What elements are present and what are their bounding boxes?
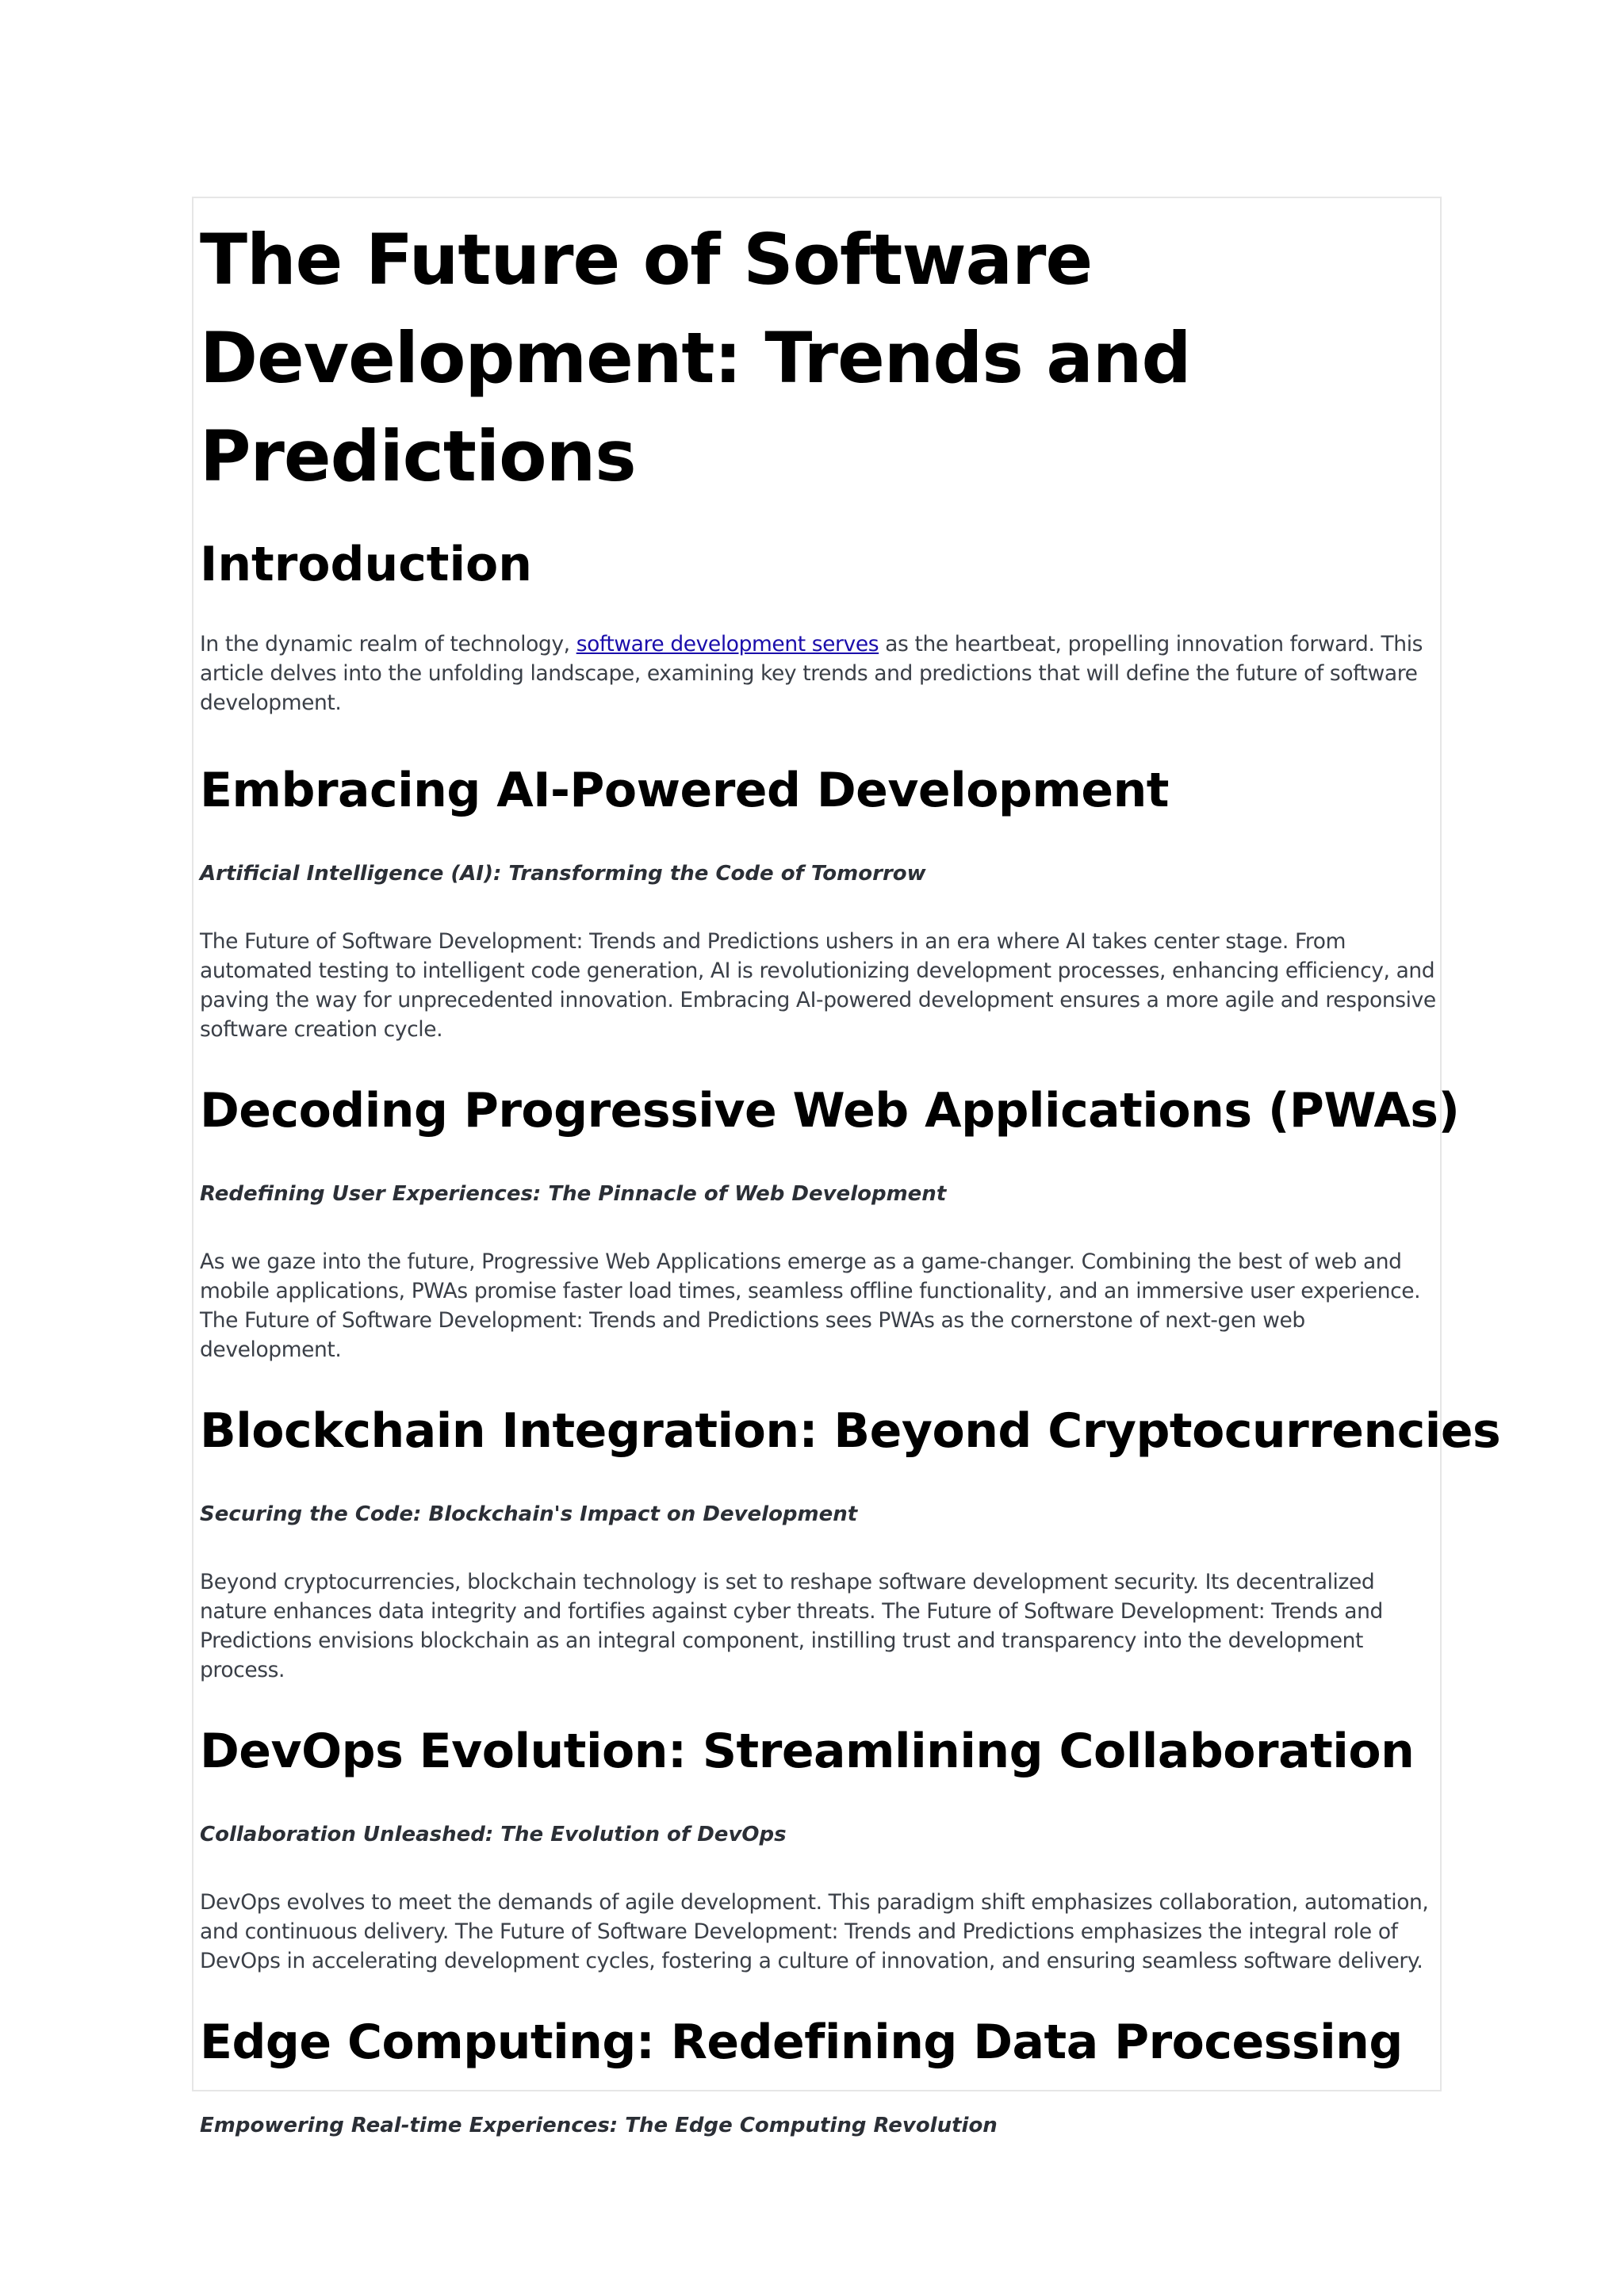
section-heading: DevOps Evolution: Streamlining Collaboration [200,1724,1415,1779]
section-paragraph: As we gaze into the future, Progressive Web Applications emerge as a game-changer. Combining the best of web and mobile applications, PWAs promise faster load times, seamless offline functionality, and an immersive user experience. The Future of Software Development: Trends and Predictions sees PWAs as the cornerstone of next-gen web development. [200,1249,1421,1362]
intro-text-before-link: In the dynamic realm of technology, [200,632,576,656]
section-heading: Embracing AI-Powered Development [200,763,1169,818]
section-subheading: Artificial Intelligence (AI): Transforming the Code of Tomorrow [200,862,926,886]
section-heading: Decoding Progressive Web Applications (PWAs) [200,1083,1460,1138]
section-paragraph: The Future of Software Development: Trends and Predictions ushers in an era where AI takes center stage. From automated testing to intelligent code generation, AI is revolutionizing development processes, enhancing efficiency, and paving the way for unprecedented innovation. Embracing AI-powered development ensures a more agile and responsive software creation cycle. [200,929,1436,1042]
section-heading: Blockchain Integration: Beyond Cryptocurrencies [200,1403,1501,1459]
intro-text-after-link: as the heartbeat, propelling innovation forward. This article delves into the unfolding landscape, examining key trends and predictions that will define the future of software development. [200,632,1423,715]
article-content [200,198,1501,2139]
section-paragraph: Beyond cryptocurrencies, blockchain technology is set to reshape software development security. Its decentralized nature enhances data integrity and fortifies against cyber threats. The Future of Software Development: Trends and Predictions envisions blockchain as an integral component, instilling trust and transparency into the development process. [200,1570,1383,1682]
section-edge-computing [200,2014,1437,2139]
article-title: The Future of Software Development: Trends and Predictions [200,219,1191,497]
section-subheading: Securing the Code: Blockchain's Impact on Development [200,1502,858,1526]
section-blockchain [200,1402,1501,1685]
section-paragraph: DevOps evolves to meet the demands of agile development. This paradigm shift emphasizes collaboration, automation, and continuous delivery. The Future of Software Development: Trends and Predictions emphasizes the integral role of DevOps in accelerating development cycles, fostering a culture of innovation, and ensuring seamless software delivery. [200,1890,1429,1973]
section-devops [200,1723,1437,1976]
section-pwa [200,1082,1460,1364]
intro-heading: Introduction [200,537,532,592]
section-ai [200,762,1437,1044]
section-subheading: Empowering Real-time Experiences: The Edge Computing Revolution [200,2114,998,2137]
article-page [192,197,1501,2137]
section-subheading: Redefining User Experiences: The Pinnacle of Web Development [200,1182,947,1206]
section-subheading: Collaboration Unleashed: The Evolution of DevOps [200,1823,787,1846]
software-development-link[interactable]: software development serves [576,632,879,656]
intro-paragraph [200,629,1437,718]
section-heading: Edge Computing: Redefining Data Processing [200,2015,1403,2070]
